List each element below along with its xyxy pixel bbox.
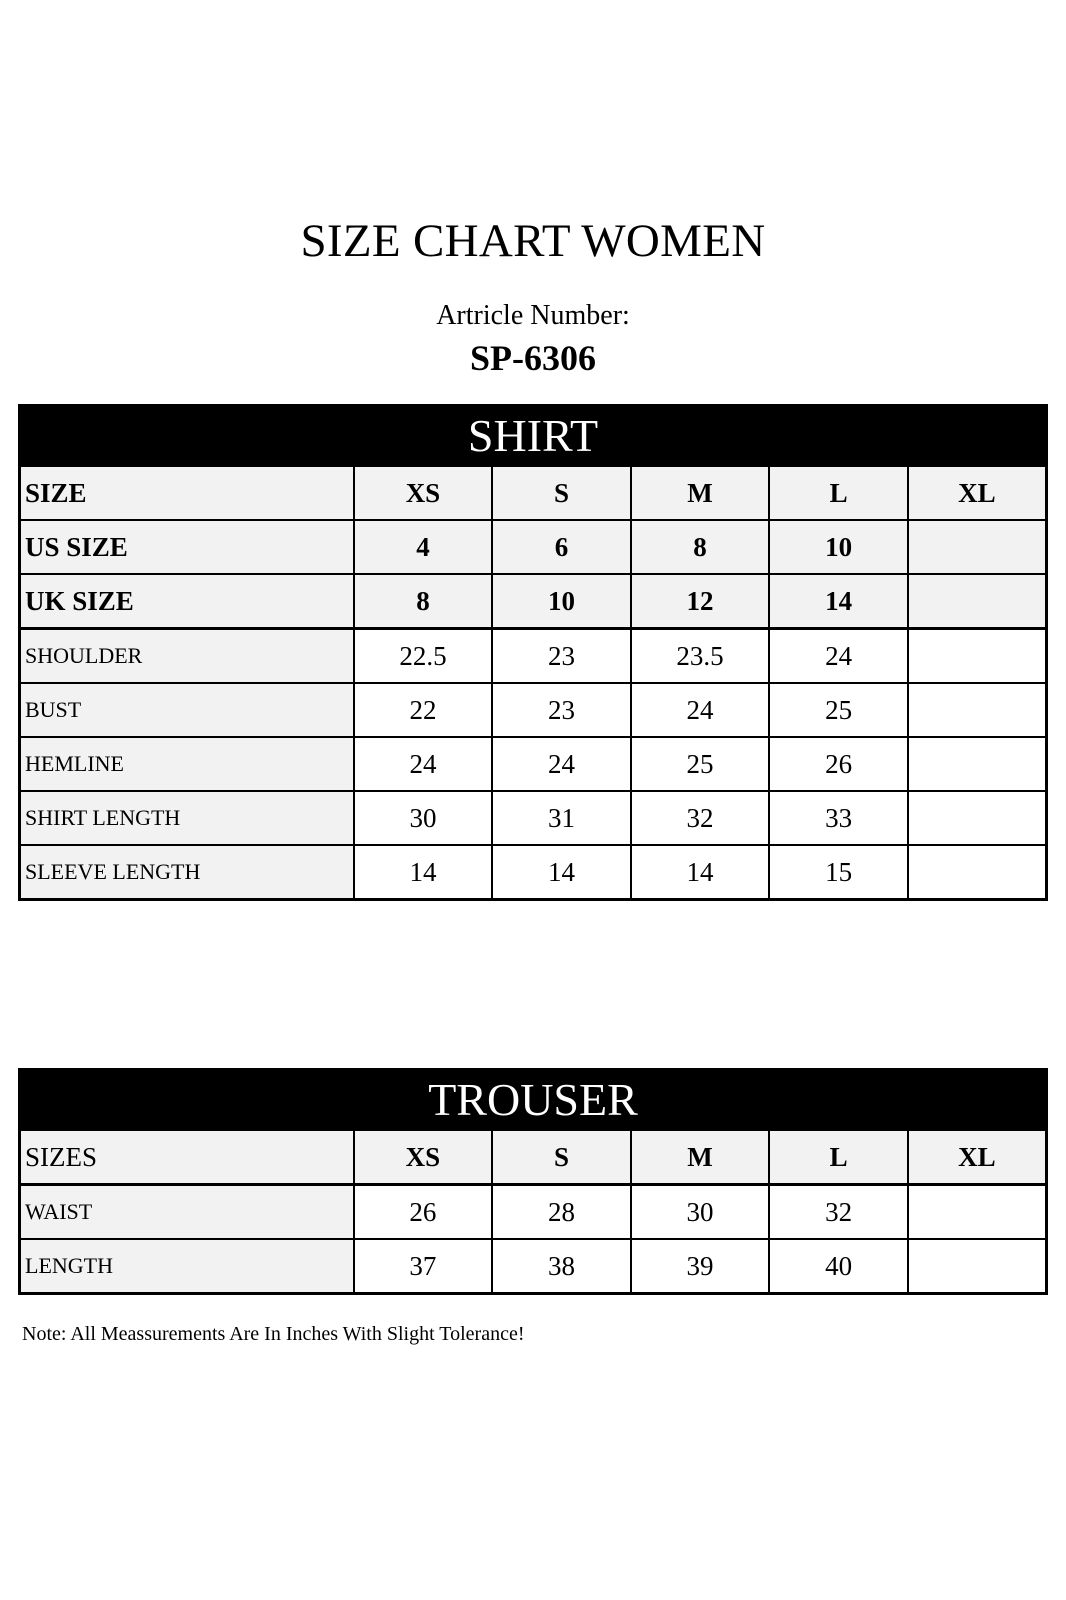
size-header-xs: XS bbox=[354, 466, 493, 520]
table-cell: 23 bbox=[492, 629, 631, 684]
shirt-heading-row bbox=[20, 406, 1047, 467]
table-row bbox=[20, 629, 1047, 684]
table-row bbox=[20, 737, 1047, 791]
table-cell: 22 bbox=[354, 683, 493, 737]
size-header-xs: XS bbox=[354, 1130, 493, 1185]
row-label: US SIZE bbox=[20, 520, 354, 574]
size-header-xl: XL bbox=[908, 1130, 1047, 1185]
shirt-size-header-row bbox=[20, 466, 1047, 520]
table-cell: 8 bbox=[631, 520, 770, 574]
trouser-heading: TROUSER bbox=[20, 1070, 1047, 1131]
table-cell: 31 bbox=[492, 791, 631, 845]
table-cell: 26 bbox=[769, 737, 908, 791]
table-cell: 24 bbox=[631, 683, 770, 737]
table-cell: 14 bbox=[354, 845, 493, 900]
table-cell bbox=[908, 791, 1047, 845]
trouser-size-table bbox=[18, 1068, 1048, 1295]
trouser-size-header-row bbox=[20, 1130, 1047, 1185]
table-cell: 24 bbox=[354, 737, 493, 791]
size-header-label: SIZES bbox=[20, 1130, 354, 1185]
row-label: UK SIZE bbox=[20, 574, 354, 629]
table-row bbox=[20, 520, 1047, 574]
row-label: WAIST bbox=[20, 1185, 354, 1240]
article-number-label: Artricle Number: bbox=[436, 300, 630, 331]
table-cell: 32 bbox=[769, 1185, 908, 1240]
table-cell bbox=[908, 574, 1047, 629]
size-header-l: L bbox=[769, 466, 908, 520]
table-cell: 26 bbox=[354, 1185, 493, 1240]
table-cell: 14 bbox=[631, 845, 770, 900]
table-cell: 28 bbox=[492, 1185, 631, 1240]
table-cell: 33 bbox=[769, 791, 908, 845]
table-cell bbox=[908, 1185, 1047, 1240]
table-cell: 22.5 bbox=[354, 629, 493, 684]
table-cell: 4 bbox=[354, 520, 493, 574]
table-cell: 32 bbox=[631, 791, 770, 845]
size-header-label: SIZE bbox=[20, 466, 354, 520]
table-cell bbox=[908, 683, 1047, 737]
table-row bbox=[20, 791, 1047, 845]
table-row bbox=[20, 1185, 1047, 1240]
table-cell: 10 bbox=[769, 520, 908, 574]
table-row bbox=[20, 574, 1047, 629]
table-cell: 40 bbox=[769, 1239, 908, 1294]
shirt-heading: SHIRT bbox=[20, 406, 1047, 467]
table-cell: 24 bbox=[492, 737, 631, 791]
table-cell: 23.5 bbox=[631, 629, 770, 684]
table-cell: 23 bbox=[492, 683, 631, 737]
table-cell: 37 bbox=[354, 1239, 493, 1294]
table-cell: 30 bbox=[354, 791, 493, 845]
table-row bbox=[20, 845, 1047, 900]
size-header-s: S bbox=[492, 1130, 631, 1185]
table-cell: 24 bbox=[769, 629, 908, 684]
table-cell bbox=[908, 520, 1047, 574]
table-cell: 38 bbox=[492, 1239, 631, 1294]
row-label: LENGTH bbox=[20, 1239, 354, 1294]
row-label: SLEEVE LENGTH bbox=[20, 845, 354, 900]
size-header-xl: XL bbox=[908, 466, 1047, 520]
article-number-value: SP-6306 bbox=[470, 338, 596, 378]
table-cell bbox=[908, 845, 1047, 900]
table-cell: 30 bbox=[631, 1185, 770, 1240]
row-label: SHOULDER bbox=[20, 629, 354, 684]
table-cell: 14 bbox=[492, 845, 631, 900]
row-label: HEMLINE bbox=[20, 737, 354, 791]
table-cell bbox=[908, 737, 1047, 791]
table-cell: 25 bbox=[631, 737, 770, 791]
table-row bbox=[20, 1239, 1047, 1294]
trouser-heading-row bbox=[20, 1070, 1047, 1131]
table-row bbox=[20, 683, 1047, 737]
table-cell bbox=[908, 629, 1047, 684]
size-header-s: S bbox=[492, 466, 631, 520]
shirt-size-table bbox=[18, 404, 1048, 901]
size-header-m: M bbox=[631, 1130, 770, 1185]
table-cell: 10 bbox=[492, 574, 631, 629]
table-cell: 6 bbox=[492, 520, 631, 574]
table-cell: 15 bbox=[769, 845, 908, 900]
measurement-note: Note: All Meassurements Are In Inches With Slight Tolerance! bbox=[22, 1323, 525, 1345]
size-header-l: L bbox=[769, 1130, 908, 1185]
page-title: SIZE CHART WOMEN bbox=[300, 215, 766, 267]
table-cell: 12 bbox=[631, 574, 770, 629]
table-cell: 8 bbox=[354, 574, 493, 629]
size-header-m: M bbox=[631, 466, 770, 520]
row-label: SHIRT LENGTH bbox=[20, 791, 354, 845]
row-label: BUST bbox=[20, 683, 354, 737]
table-cell: 14 bbox=[769, 574, 908, 629]
table-cell: 25 bbox=[769, 683, 908, 737]
table-cell: 39 bbox=[631, 1239, 770, 1294]
table-cell bbox=[908, 1239, 1047, 1294]
